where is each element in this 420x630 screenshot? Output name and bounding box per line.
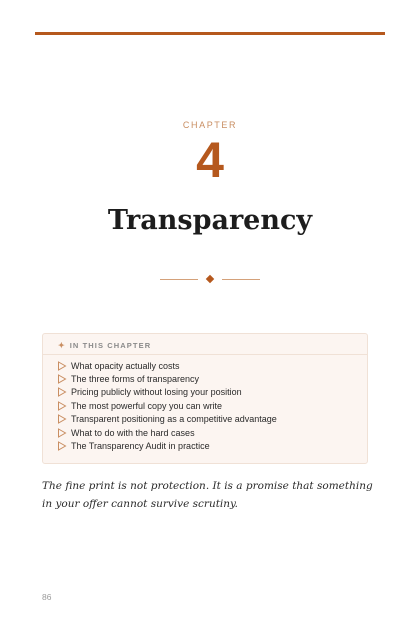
list-item	[43, 413, 367, 426]
chapter-title: Transparency	[107, 205, 313, 236]
triangle-right-icon	[57, 361, 67, 371]
ornament-line-right	[222, 279, 260, 280]
list-item-text: Pricing publicly without losing your position	[71, 387, 242, 398]
chapter-contents-box	[42, 333, 368, 464]
chapter-contents-header	[58, 338, 151, 352]
ornament-line-left	[160, 279, 198, 280]
list-item-text: What to do with the hard cases	[71, 427, 195, 438]
list-item	[43, 372, 367, 385]
chapter-label: CHAPTER	[182, 120, 238, 130]
triangle-right-icon	[57, 387, 67, 397]
chapter-contents-heading: IN THIS CHAPTER	[69, 340, 152, 350]
list-item-text: What opacity actually costs	[71, 360, 180, 371]
triangle-right-icon	[57, 374, 67, 384]
list-item-text: The Transparency Audit in practice	[71, 441, 210, 452]
triangle-right-icon	[57, 428, 67, 438]
list-item-text: Transparent positioning as a competitive advantage	[71, 414, 277, 425]
chapter-contents-separator	[43, 354, 367, 355]
page-number: 86	[42, 592, 52, 602]
list-item-text: The three forms of transparency	[71, 374, 200, 385]
triangle-right-icon	[57, 414, 67, 424]
chapter-number: 4	[196, 132, 224, 188]
list-item	[43, 426, 367, 439]
triangle-right-icon	[57, 401, 67, 411]
list-item	[43, 386, 367, 399]
star-icon: ✦	[58, 340, 65, 350]
chapter-contents-list	[43, 359, 367, 453]
list-item	[43, 439, 367, 452]
list-item	[43, 399, 367, 412]
top-rule	[35, 32, 385, 35]
triangle-right-icon	[57, 441, 67, 451]
ornament-divider	[0, 272, 420, 286]
list-item-text: The most powerful copy you can write	[71, 400, 223, 411]
epigraph: The fine print is not protection. It is a promise that something in your offer cannot survive scrutiny.	[42, 480, 373, 510]
list-item	[43, 359, 367, 372]
diamond-icon	[206, 275, 214, 283]
